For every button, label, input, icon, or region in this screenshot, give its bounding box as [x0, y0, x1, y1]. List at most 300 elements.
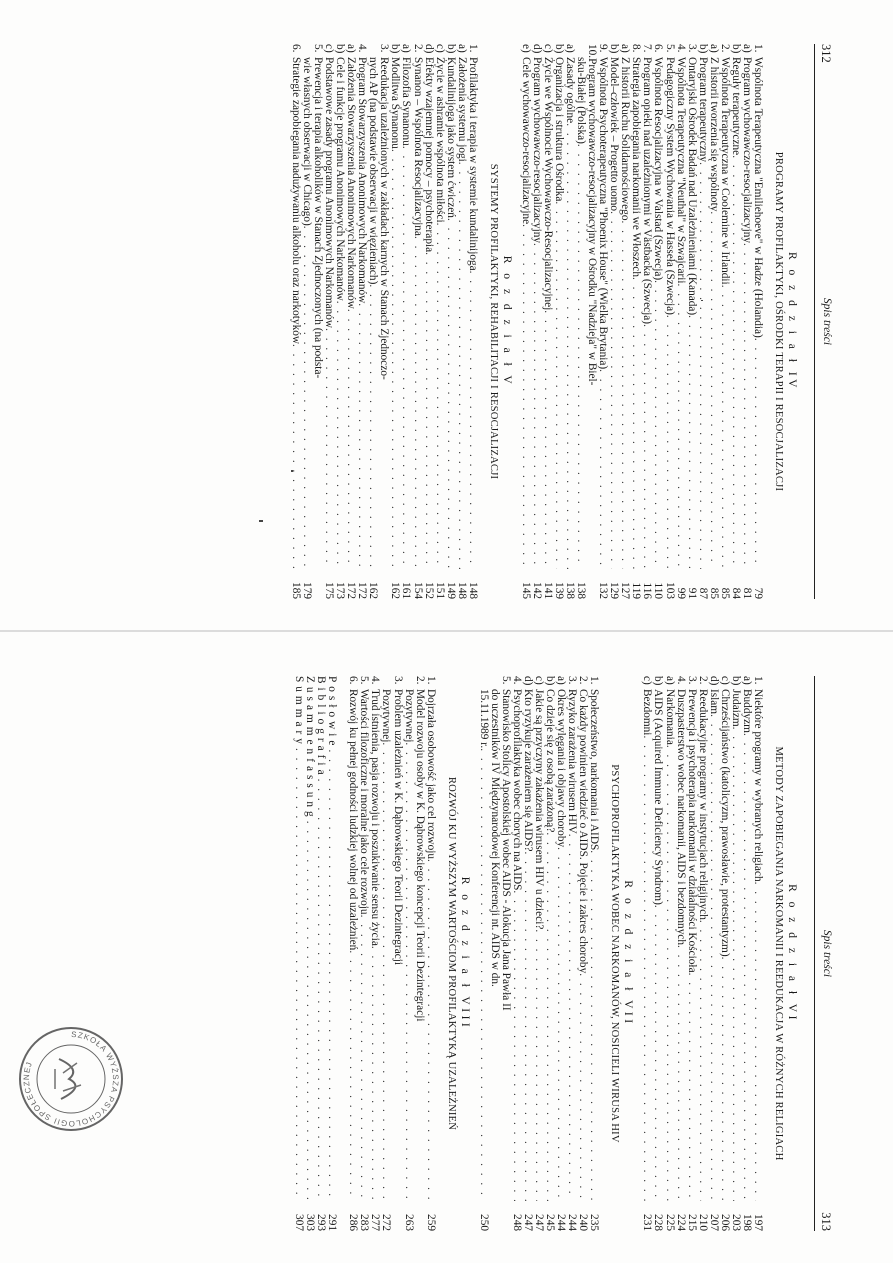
dot-leader [478, 748, 489, 1201]
toc-entry[interactable] [675, 676, 686, 1231]
dot-leader [575, 144, 586, 569]
toc-entry[interactable] [630, 44, 641, 599]
entry-number: a) [455, 44, 468, 53]
dot-leader [577, 973, 588, 1201]
toc-entry[interactable] [392, 676, 403, 1231]
dot-leader [566, 834, 577, 1201]
toc-entry[interactable] [445, 44, 456, 599]
dot-leader [663, 745, 674, 1201]
entry-title: do uczestników IV Międzynarodowej Konferencji nt. AIDS w dn. [488, 689, 501, 987]
toc-entry[interactable] [511, 676, 522, 1231]
toc-entry[interactable] [531, 44, 542, 599]
entry-page: 152 [422, 582, 435, 599]
toc-entry[interactable] [586, 44, 597, 599]
entry-page: 259 [424, 1214, 437, 1231]
chapter-heading: R o z d z i a ł IV [786, 251, 798, 391]
toc-entry[interactable] [520, 44, 531, 599]
entry-page: 203 [729, 1214, 742, 1231]
entry-title: Wspólnota Terapeutyczna "Neuthal" w Szwajcarii [674, 57, 687, 284]
entry-number: b) [444, 44, 457, 54]
entry-title: Bezdomni [641, 689, 654, 736]
entry-title: Pedagogiczny System Wychowania w Hasseła (Szwecja) [663, 57, 676, 315]
dot-leader [597, 369, 608, 569]
right-page-number: 313 [819, 1212, 833, 1231]
entry-title: wie własnych obserwacji w Chicago) [301, 57, 314, 226]
right-page [0, 632, 893, 1263]
dot-leader [403, 742, 414, 1201]
toc-entry[interactable] [414, 676, 425, 1231]
dot-leader [356, 303, 367, 569]
dot-leader [619, 220, 630, 569]
toc-entry[interactable] [588, 676, 599, 1231]
entry-title: Ryzyko zarażenia wirusem HIV [566, 689, 579, 834]
toc-entry[interactable] [400, 44, 411, 599]
entry-page: 210 [696, 1214, 709, 1231]
entry-number: b) [389, 44, 402, 54]
toc-entry-back-matter[interactable] [304, 676, 315, 1231]
entry-number: c) [323, 44, 336, 53]
entry-title: Model rozwoju osoby w K. Dąbrowskiego koncepcji Teorii Dezintegracji [413, 689, 426, 1022]
dot-leader [542, 310, 553, 569]
dot-leader [652, 280, 663, 569]
entry-page: 145 [519, 582, 532, 599]
entry-title: Rozwój ku pełnej godności ludzkiej wolnej od uzależnień [347, 689, 360, 951]
dot-leader [675, 945, 686, 1201]
entry-page: 172 [356, 582, 369, 599]
entry-page: 110 [652, 582, 665, 599]
toc-entry[interactable] [423, 44, 434, 599]
toc-entry[interactable] [708, 676, 719, 1231]
entry-number: e) [519, 44, 532, 53]
entry-page: 286 [347, 1214, 360, 1231]
toc-entry[interactable] [290, 44, 301, 599]
entry-page: 206 [718, 1214, 731, 1231]
entry-number: b) [729, 44, 742, 54]
dot-leader [467, 271, 478, 569]
dot-leader [652, 905, 663, 1201]
entry-number: a) [345, 44, 358, 53]
toc-entry[interactable] [686, 676, 697, 1231]
entry-title: Program wychowawczo-resocjalizacyjny [740, 57, 753, 244]
toc-entry[interactable] [542, 44, 553, 599]
entry-number: b) [334, 44, 347, 54]
entry-title: Judaizm [729, 689, 742, 727]
dot-leader [588, 850, 599, 1201]
entry-page: 116 [641, 582, 654, 599]
entry-title: Reedukacja uzależnionych w zakładach karnych w Stanach Zjednoczo- [378, 57, 391, 380]
toc-entry[interactable] [478, 676, 489, 1231]
toc-entry[interactable] [697, 44, 708, 599]
entry-title: Program wychowawczo-resocjalizacyjny w Ośrodku "Nadzieja" w Biel- [586, 58, 599, 386]
dot-leader [456, 162, 467, 569]
entry-title: Psychoprofilaktyka wobec chorych na AIDS [510, 689, 523, 891]
entry-number: 3. [391, 676, 404, 685]
entry-page: 99 [674, 587, 687, 599]
entry-page: 85 [718, 587, 731, 599]
entry-number: d) [530, 44, 543, 54]
entry-number: 2. [577, 676, 590, 685]
dot-leader [675, 284, 686, 569]
entry-title: AIDS (Acquired Immune Deficiency Syndrom) [652, 689, 665, 905]
back-matter-spacer [337, 676, 347, 1231]
entry-title: Prewencja i terapia alkoholików w Stanach Zjednoczonych (na podsta- [312, 57, 325, 379]
entry-number: 3. [566, 676, 579, 685]
toc-entry[interactable] [741, 676, 752, 1231]
dot-leader [304, 821, 315, 1201]
entry-page: 138 [575, 582, 588, 599]
entry-number: 4. [510, 676, 523, 685]
entry-title: Trud istnienia, pasja rozwoju i poszukiwanie sensu życia [369, 689, 382, 946]
entry-number: d) [522, 676, 535, 686]
dot-leader [412, 236, 423, 569]
toc-entry[interactable] [708, 44, 719, 599]
entry-title: Reguły terapeutyczne [729, 57, 742, 156]
entry-number: 10. [586, 44, 599, 59]
toc-entry[interactable] [597, 44, 608, 599]
right-running-head: Spis treści [821, 929, 833, 978]
toc-entry[interactable] [619, 44, 630, 599]
entry-title: Niektóre programy w wybranych religiach [751, 689, 764, 882]
entry-page: 277 [369, 1214, 382, 1231]
toc-entry[interactable] [323, 44, 334, 599]
toc-entry[interactable] [575, 44, 586, 599]
entry-page: 154 [411, 582, 424, 599]
back-matter-title: Posłowie [326, 676, 339, 750]
entry-number: 7. [641, 44, 654, 53]
entry-number: c) [718, 676, 731, 685]
entry-page: 250 [477, 1214, 490, 1231]
entry-number: 9. [597, 44, 610, 53]
entry-page: 235 [588, 1214, 601, 1231]
dot-leader [345, 309, 356, 569]
entry-title: Jakie są przyczyny zakażenia wirusem HIV u dzieci? [533, 689, 546, 930]
entry-number: a) [555, 676, 568, 685]
dot-leader [315, 779, 326, 1201]
dot-leader [708, 211, 719, 569]
dot-leader [730, 155, 741, 569]
entry-page: 142 [530, 582, 543, 599]
entry-number: 4. [356, 44, 369, 53]
toc-entry-back-matter[interactable] [326, 676, 337, 1231]
entry-number: a) [663, 676, 676, 685]
entry-page: 172 [345, 582, 358, 599]
toc-entry[interactable] [675, 44, 686, 599]
dot-leader [445, 218, 456, 569]
left-page [0, 0, 893, 631]
entry-page: 175 [323, 582, 336, 599]
left-page-header [814, 44, 835, 599]
toc-entry[interactable] [378, 44, 389, 599]
dot-leader [741, 733, 752, 1201]
entry-title: Kundalinijoga jako system ćwiczeń [444, 57, 457, 218]
entry-number: a) [564, 44, 577, 53]
entry-page: 162 [389, 582, 402, 599]
entry-title: Buddyzm [740, 689, 753, 733]
entry-page: 119 [630, 582, 643, 599]
entry-number: 4. [674, 44, 687, 53]
chapter-heading: R o z d z i a ł VII [622, 880, 635, 1027]
entry-title: Pozytywnej [380, 689, 393, 743]
entry-page: 103 [663, 582, 676, 599]
toc-entry[interactable] [641, 44, 652, 599]
toc-entry[interactable] [641, 676, 652, 1231]
entry-page: 149 [444, 582, 457, 599]
toc-entry[interactable] [367, 44, 378, 599]
entry-title: Islam [707, 689, 720, 715]
toc-entry-back-matter[interactable] [293, 676, 304, 1231]
dot-leader [686, 315, 697, 569]
entry-page: 91 [685, 587, 698, 599]
dot-leader [641, 735, 652, 1201]
dot-leader [323, 328, 334, 569]
entry-title: Co każdy powinien wiedzieć o AIDS. Pojęcie i zakres choroby [577, 689, 590, 974]
dot-leader [730, 727, 741, 1201]
entry-page: 148 [455, 582, 468, 599]
toc-entry[interactable] [697, 676, 708, 1231]
toc-entry[interactable] [730, 676, 741, 1231]
toc-entry[interactable] [566, 676, 577, 1231]
dot-leader [555, 847, 566, 1201]
dot-leader [301, 226, 312, 569]
dot-leader [511, 890, 522, 1201]
entry-number: b) [608, 44, 621, 54]
toc-entry[interactable] [500, 676, 511, 1231]
entry-page: 228 [652, 1214, 665, 1231]
entry-page: 231 [641, 1214, 654, 1231]
entry-number: 2. [413, 676, 426, 685]
dot-leader [608, 211, 619, 569]
entry-page: 224 [674, 1214, 687, 1231]
entry-number: 5. [358, 676, 371, 685]
dot-leader [719, 285, 730, 569]
entry-title: Synanon – Wspólnota Resocjalizacyjna [411, 57, 424, 236]
entry-page: 283 [358, 1214, 371, 1231]
entry-title: Profilaktyka i terapia w systemie kundalinijoga [466, 57, 479, 271]
entry-page: 79 [751, 587, 764, 599]
entry-title: Program wychowawczo-resocjalizacyjny [530, 57, 543, 244]
entry-title: Kto ryzykuje zarażeniem się AIDS? [522, 689, 535, 852]
dot-leader [423, 252, 434, 569]
entry-title: Strategia zapobiegania narkomanii we Włoszech [630, 57, 643, 277]
toc-entry[interactable] [522, 676, 533, 1231]
chapter-heading: R o z d z i a ł VIII [458, 876, 471, 1031]
back-matter-page: 307 [293, 1214, 306, 1231]
toc-entry[interactable] [663, 44, 674, 599]
dot-leader [434, 223, 445, 569]
entry-title: Z historii Ruchu Solidarnościowego [619, 57, 632, 221]
entry-number: d) [422, 44, 435, 54]
toc-entry[interactable] [533, 676, 544, 1231]
dot-leader [741, 243, 752, 569]
entry-number: a) [707, 44, 720, 53]
entry-number: 3. [378, 44, 391, 53]
toc-entry[interactable] [334, 44, 345, 599]
entry-title: Duszpasterstwo wobec narkomanii, AIDS i bezdomnych [674, 689, 687, 946]
toc-entry[interactable] [555, 676, 566, 1231]
entry-page: 198 [740, 1214, 753, 1231]
entry-title: Program opieki nad uzależnionymi w Västbacka (Szwecja) [641, 57, 654, 325]
left-page-number: 312 [819, 44, 833, 63]
toc-entry[interactable] [467, 44, 478, 599]
entry-title: Wspólnota Resocjalizacyjna w Valstad (Szwecja) [652, 57, 665, 281]
toc-entry-back-matter[interactable] [315, 676, 326, 1231]
chapter-heading: R o z d z i a ł V [500, 255, 513, 388]
dot-leader [533, 929, 544, 1201]
entry-page: 151 [433, 582, 446, 599]
entry-title: Reedukacyjne programy w instytucjach religijnych [696, 689, 709, 920]
toc-entry[interactable] [434, 44, 445, 599]
entry-number: 4. [674, 676, 687, 685]
toc-entry[interactable] [553, 44, 564, 599]
entry-number: 1. [424, 676, 437, 685]
toc-entry[interactable] [369, 676, 380, 1231]
toc-entry[interactable] [347, 676, 358, 1231]
entry-page: 225 [663, 1214, 676, 1231]
entry-number: b) [729, 676, 742, 686]
entry-page: 215 [685, 1214, 698, 1231]
entry-title: Model–człowiek – Progetto uomo [608, 57, 621, 212]
toc-entry[interactable] [719, 44, 730, 599]
entry-title: Założenia Stowarzyszenia Anonimowych Narkomanów [345, 57, 358, 309]
dot-leader [369, 946, 380, 1201]
toc-entry[interactable] [380, 676, 391, 1231]
entry-title: 15.11.1989 r. [477, 689, 490, 749]
toc-entry[interactable] [752, 676, 763, 1231]
entry-title: Okres wylęgania i objawy choroby [555, 689, 568, 848]
dot-leader [334, 301, 345, 569]
toc-entry[interactable] [686, 44, 697, 599]
entry-number: a) [740, 44, 753, 53]
entry-number: 1. [466, 44, 479, 53]
entry-number: 3. [685, 44, 698, 53]
entry-title: Wspólnota Psychoterapeutyczna "Phoenix House" (Wielka Brytania) [597, 57, 610, 370]
entry-page: 139 [553, 582, 566, 599]
toc-entry[interactable] [608, 44, 619, 599]
entry-title: Wartości filozoficzne i moralne jako cele rozwoju [358, 689, 371, 915]
speck [259, 520, 263, 522]
chapter-heading: R o z d z i a ł VI [786, 884, 798, 1023]
toc-entry[interactable] [312, 44, 323, 599]
back-matter-title: Bibliografia [315, 676, 328, 779]
entry-number: b) [652, 676, 665, 686]
dot-leader [347, 950, 358, 1201]
entry-page: 84 [729, 587, 742, 599]
entry-title: Program terapeutyczny [696, 57, 709, 163]
toc-entry[interactable] [389, 44, 400, 599]
back-matter-title: Summary [293, 676, 306, 748]
toc-entry[interactable] [356, 44, 367, 599]
chapter-title: SYSTEMY PROFILAKTYKI, REHABILITACJI I RESOCJALIZACJI [487, 163, 499, 480]
entry-page: 87 [696, 587, 709, 599]
entry-page: 129 [608, 582, 621, 599]
entry-title: Wspólnota Terapeutyczna "Emiliehoeve" w Hadze (Holandia) [751, 57, 764, 338]
entry-number: 1. [751, 676, 764, 685]
entry-page: 244 [566, 1214, 579, 1231]
entry-number: 6. [347, 676, 360, 685]
dot-leader [553, 201, 564, 569]
entry-page: 179 [301, 582, 314, 599]
dot-leader [380, 742, 391, 1201]
toc-entry[interactable] [652, 44, 663, 599]
speck [701, 300, 703, 301]
entry-page: 272 [380, 1214, 393, 1231]
toc-entry[interactable] [456, 44, 467, 599]
toc-entry[interactable] [544, 676, 555, 1231]
dot-leader [293, 748, 304, 1201]
toc-entry[interactable] [663, 676, 674, 1231]
entry-number: 2. [411, 44, 424, 53]
dot-leader [531, 243, 542, 569]
toc-entry[interactable] [425, 676, 436, 1231]
toc-entry[interactable] [577, 676, 588, 1231]
entry-number: b) [544, 676, 557, 686]
entry-number: 4. [369, 676, 382, 685]
toc-entry[interactable] [730, 44, 741, 599]
entry-number: b) [553, 44, 566, 54]
entry-title: Podstawowe zasady programu Anonimowych Narkomanów [323, 57, 336, 329]
toc-entry[interactable] [412, 44, 423, 599]
dot-leader [686, 973, 697, 1201]
toc-entry[interactable] [652, 676, 663, 1231]
back-matter-page: 291 [326, 1214, 339, 1231]
toc-entry[interactable] [403, 676, 414, 1231]
entry-title: Założenia systemu jogi [455, 57, 468, 162]
entry-title: Strategie zapobiegania nadużywaniu alkoholu oraz narkotyków [290, 57, 303, 345]
dot-leader [719, 957, 730, 1201]
toc-entry[interactable] [752, 44, 763, 599]
back-matter-page: 303 [304, 1214, 317, 1231]
entry-title: Wspólnota Terapeutyczna w Coolemine w Irlandii [718, 57, 731, 285]
entry-page: 162 [367, 582, 380, 599]
entry-number: c) [433, 44, 446, 53]
entry-title: Pozytywnej [402, 689, 415, 743]
entry-page: 247 [522, 1214, 535, 1231]
toc-entry[interactable] [741, 44, 752, 599]
entry-page: 248 [510, 1214, 523, 1231]
toc-entry[interactable] [358, 676, 369, 1231]
entry-title: Filozofia Synanonu [400, 57, 413, 146]
dot-leader [522, 852, 533, 1202]
entry-page: 141 [542, 582, 555, 599]
entry-number: 1. [751, 44, 764, 53]
left-toc-body [290, 44, 805, 599]
back-matter-page: 293 [315, 1214, 328, 1231]
toc-entry[interactable] [489, 676, 500, 1231]
toc-entry[interactable] [719, 676, 730, 1231]
entry-page: 81 [740, 587, 753, 599]
dot-leader [520, 224, 531, 569]
entry-title: Narkomania [663, 689, 676, 745]
toc-entry[interactable] [345, 44, 356, 599]
entry-title: Modlitwa Synanonu [389, 57, 402, 149]
toc-entry[interactable] [301, 44, 312, 599]
dot-leader [367, 284, 378, 569]
entry-page: 197 [751, 1214, 764, 1231]
entry-title: Społeczeństwo, narkomania i AIDS [588, 689, 601, 851]
dot-leader [697, 162, 708, 569]
entry-number: 8. [630, 44, 643, 53]
entry-number: 5. [312, 44, 325, 53]
entry-title: Ontaryjski Ośrodek Badań nad Uzależnieniami (Kanada) [685, 57, 698, 316]
entry-number: 1. [588, 676, 601, 685]
entry-number: b) [696, 44, 709, 54]
dot-leader [752, 882, 763, 1201]
entry-page: 245 [544, 1214, 557, 1231]
toc-entry[interactable] [564, 44, 575, 599]
dot-leader [641, 324, 652, 569]
dot-leader [326, 749, 337, 1201]
entry-number: 3. [685, 676, 698, 685]
